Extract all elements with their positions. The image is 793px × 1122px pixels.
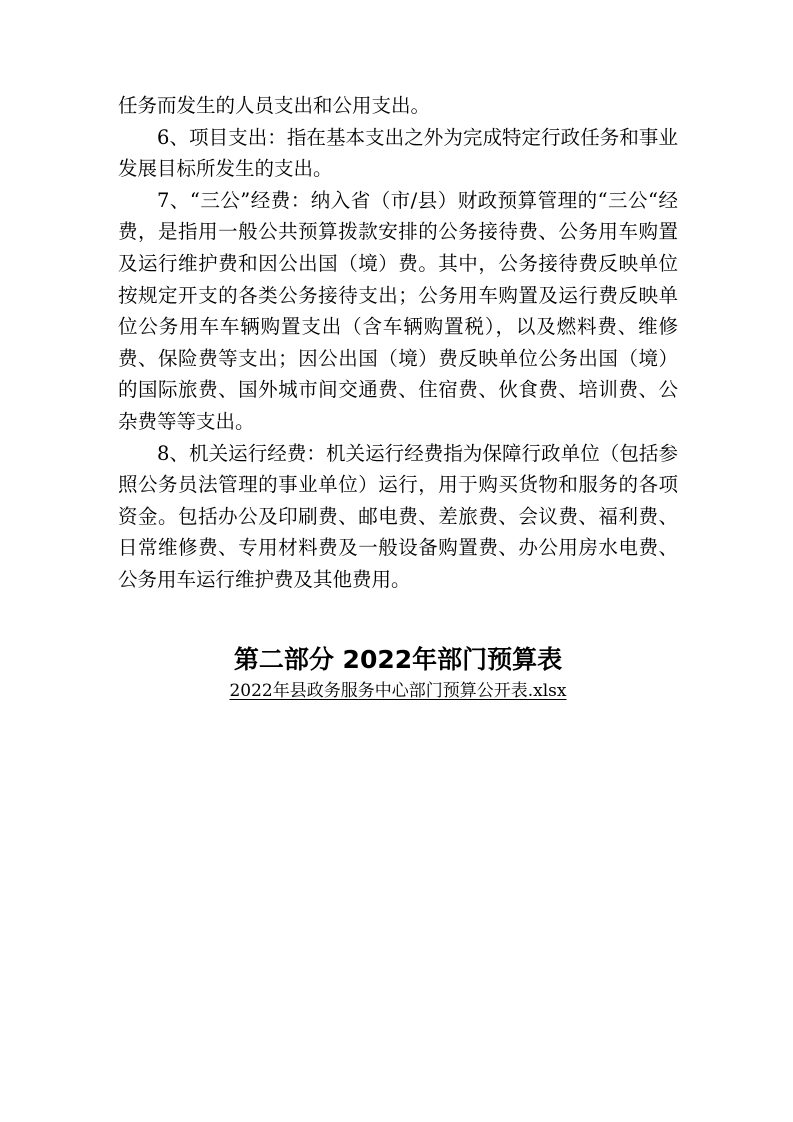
paragraph-agency-operating-expenses: 8、机关运行经费：机关运行经费指为保障行政单位（包括参照公务员法管理的事业单位）运行，用于购买货物和服务的各项资金。包括办公及印刷费、邮电费、差旅费、会议费、福利费、日常维修费、专用材料费及一般设备购置费、办公用房水电费、公务用车运行维护费及其他费用。: [118, 441, 678, 591]
paragraph-continuation: 任务而发生的人员支出和公用支出。: [118, 94, 431, 117]
body-text: [118, 90, 678, 596]
attachment-link[interactable]: 2022年县政务服务中心部门预算公开表.xlsx: [229, 681, 567, 701]
paragraph-project-expenditure: 6、项目支出：指在基本支出之外为完成特定行政任务和事业发展目标所发生的支出。: [118, 125, 678, 181]
attachment-link-container: [118, 678, 678, 704]
paragraph-three-public-expenses: 7、“三公”经费：纳入省（市/县）财政预算管理的“三公“经费，是指用一般公共预算拨款安排的公务接待费、公务用车购置及运行维护费和因公出国（境）费。其中，公务接待费反映单位按规定开支的各类公务接待支出；公务用车购置及运行费反映单位公务用车车辆购置支出（含车辆购置税），以及燃料费、维修费、保险费等支出；因公出国（境）费反映单位公务出国（境）的国际旅费、国外城市间交通费、住宿费、伙食费、培训费、公杂费等等支出。: [118, 188, 678, 433]
section-title: 第二部分 2022年部门预算表: [233, 645, 563, 674]
